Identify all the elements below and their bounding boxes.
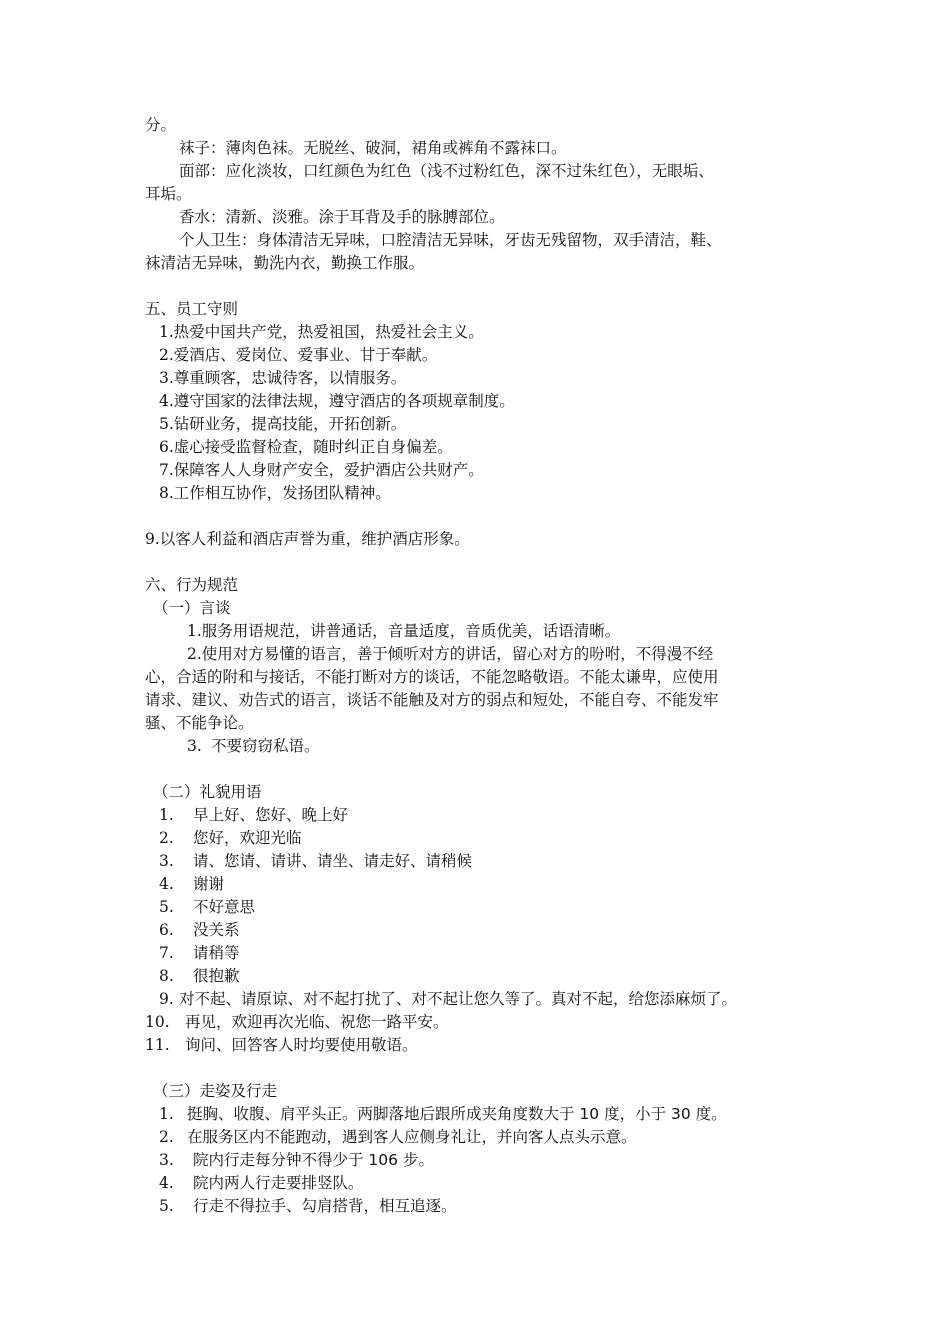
list-item: 2.使用对方易懂的语言，善于倾听对方的讲话，留心对方的吩咐，不得漫不经 [187,645,714,663]
list-item: 9. 对不起、请原谅、对不起打扰了、对不起让您久等了。真对不起，给您添麻烦了。 [159,990,738,1008]
document-page [145,114,825,1218]
list-item: 6. 没关系 [159,921,240,939]
walking-subtitle: （三）走姿及行走 [153,1082,278,1100]
hygiene-rule-line-2: 袜清洁无异味，勤洗内衣，勤换工作服。 [145,254,425,272]
list-item: 6.虚心接受监督检查，随时纠正自身偏差。 [159,438,453,456]
list-item: 1.服务用语规范，讲普通话，音量适度，音质优美，话语清晰。 [187,622,621,640]
list-item: 3. 请、您请、请讲、请坐、请走好、请稍候 [159,852,473,870]
list-item: 8.工作相互协作，发扬团队精神。 [159,484,391,502]
list-item: 9.以客人利益和酒店声誉为重，维护酒店形象。 [145,530,470,548]
list-item: 3. 不要窃窃私语。 [187,737,320,755]
list-item: 5. 行走不得拉手、勾肩搭背，相互追逐。 [159,1197,457,1215]
list-item: 4.遵守国家的法律法规，遵守酒店的各项规章制度。 [159,392,515,410]
list-item: 4. 谢谢 [159,875,225,893]
list-item: 1. 挺胸、收腹、肩平头正。两脚落地后跟所成夹角度数大于 10 度，小于 30 度。 [159,1105,727,1123]
list-item: 3. 院内行走每分钟不得少于 106 步。 [159,1151,434,1169]
list-item: 2.爱酒店、爱岗位、爱事业、甘于奉献。 [159,346,438,364]
list-item: 7. 请稍等 [159,944,240,962]
speech-subtitle: （一）言谈 [153,599,231,617]
list-item: 5. 不好意思 [159,898,256,916]
polite-phrases-list [145,804,825,1011]
list-item: 1. 早上好、您好、晚上好 [159,806,349,824]
paragraph-line: 骚、不能争论。 [145,714,254,732]
list-item: 1.热爱中国共产党，热爱祖国，热爱社会主义。 [159,323,484,341]
list-item: 8. 很抱歉 [159,967,240,985]
section-5-title: 五、员工守则 [145,300,239,318]
perfume-rule: 香水：清新、淡雅。涂于耳背及手的脉膊部位。 [179,208,505,226]
list-item: 5.钻研业务，提高技能，开拓创新。 [159,415,407,433]
paragraph-line: 心，合适的附和与接话，不能打断对方的谈话，不能忽略敬语。不能太谦卑，应使用 [145,668,719,686]
walking-rules-list [145,1103,825,1218]
employee-rules-list [145,321,825,505]
list-item: 2. 您好，欢迎光临 [159,829,302,847]
appearance-continuation: 分。 [145,116,177,134]
face-rule-line-2: 耳垢。 [145,185,192,203]
polite-phrases-subtitle: （二）礼貌用语 [153,783,262,801]
hygiene-rule-line-1: 个人卫生：身体清洁无异味，口腔清洁无异味，牙齿无残留物，双手清洁，鞋、 [179,231,722,249]
list-item: 3.尊重顾客，忠诚待客，以情服务。 [159,369,407,387]
list-item: 10. 再见，欢迎再次光临、祝您一路平安。 [145,1013,449,1031]
section-6-title: 六、行为规范 [145,576,239,594]
list-item: 11. 询问、回答客人时均要使用敬语。 [145,1036,418,1054]
paragraph-line: 请求、建议、劝告式的语言，谈话不能触及对方的弱点和短处，不能自夸、不能发牢 [145,691,719,709]
list-item: 4. 院内两人行走要排竖队。 [159,1174,364,1192]
list-item: 7.保障客人人身财产安全，爱护酒店公共财产。 [159,461,484,479]
face-rule-line-1: 面部：应化淡妆，口红颜色为红色（浅不过粉红色，深不过朱红色），无眼垢、 [179,162,714,180]
list-item: 2. 在服务区内不能跑动，遇到客人应侧身礼让，并向客人点头示意。 [159,1128,637,1146]
socks-rule: 袜子：薄肉色袜。无脱丝、破洞，裙角或裤角不露袜口。 [179,139,567,157]
